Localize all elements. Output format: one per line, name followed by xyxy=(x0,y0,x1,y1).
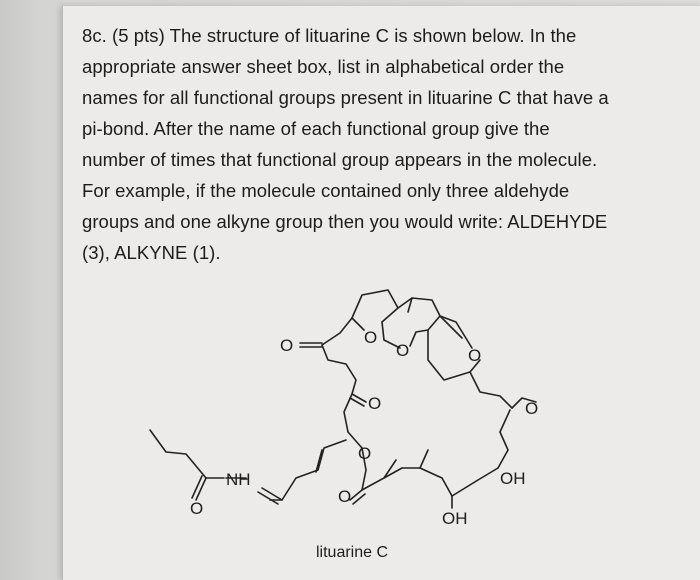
question-line: appropriate answer sheet box, list in alphabetical order the xyxy=(82,56,565,77)
atom-o: O xyxy=(396,341,410,360)
atom-o: O xyxy=(368,394,382,413)
atom-labels xyxy=(190,328,538,528)
question-line: number of times that functional group appears in the molecule. xyxy=(82,149,598,170)
atom-oh: OH xyxy=(500,469,526,488)
question-line: names for all functional groups present in lituarine C that have a xyxy=(82,87,609,108)
question-line: 8c. (5 pts) The structure of lituarine C is shown below. In the xyxy=(82,25,577,46)
question-line: pi-bond. After the name of each functional group give the xyxy=(82,118,550,139)
atom-o: O xyxy=(338,487,352,506)
atom-o: O xyxy=(525,399,539,418)
atom-o: O xyxy=(358,444,372,463)
question-line: groups and one alkyne group then you would write: ALDEHYDE xyxy=(82,211,608,232)
atom-o: O xyxy=(190,499,204,518)
question-line: For example, if the molecule contained only three aldehyde xyxy=(82,180,570,201)
atom-o: O xyxy=(468,346,482,365)
question-line: (3), ALKYNE (1). xyxy=(82,242,221,263)
atom-o: O xyxy=(364,328,378,347)
structure-caption: lituarine C xyxy=(316,544,389,561)
atom-o: O xyxy=(280,336,294,355)
bond-skeleton xyxy=(150,290,539,508)
atom-oh: OH xyxy=(442,509,468,528)
atom-nh: NH xyxy=(226,470,251,489)
